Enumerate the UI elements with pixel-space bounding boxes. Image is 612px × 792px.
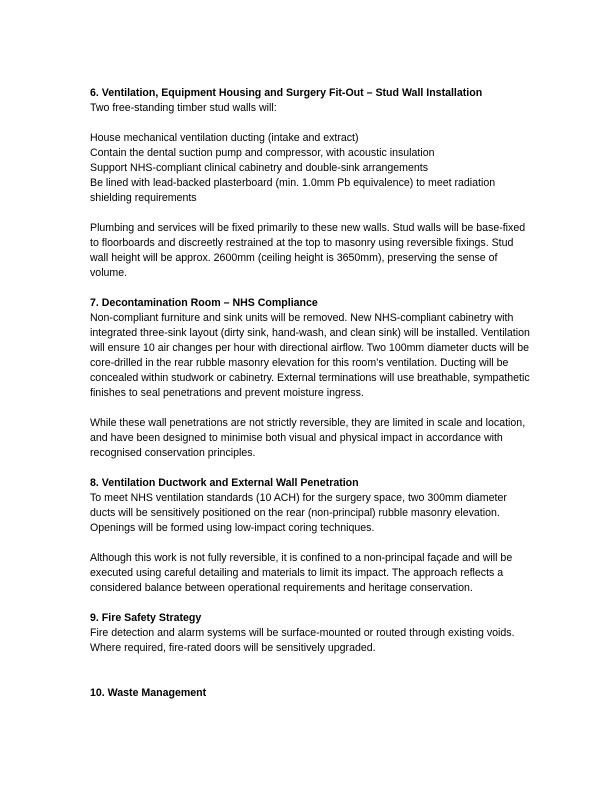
- list-item: Contain the dental suction pump and compressor, with acoustic insulation: [90, 147, 435, 159]
- list-item: Be lined with lead-backed plasterboard (min. 1.0mm Pb equivalence) to meet radiation shielding requirements: [90, 177, 496, 204]
- section-6-heading: 6. Ventilation, Equipment Housing and Surgery Fit-Out – Stud Wall Installation: [90, 87, 483, 99]
- section-6-intro: Two free-standing timber stud walls will:: [90, 102, 277, 114]
- list-item: Support NHS-compliant clinical cabinetry and double-sink arrangements: [90, 162, 428, 174]
- section-8: [90, 476, 530, 596]
- section-6-paragraph: Plumbing and services will be fixed primarily to these new walls. Stud walls will be base-fixed to floorboards and discreetly restrained at the top to masonry using reversible fixings. Stud wall height will be approx. 2600mm (ceiling height is 3650mm), preserving the sense of volume.: [90, 222, 526, 279]
- section-9-paragraph: Fire detection and alarm systems will be surface-mounted or routed through existing voids. Where required, fire-rated doors will be sensitively upgraded.: [90, 627, 515, 654]
- section-8-paragraph-2: Although this work is not fully reversible, it is confined to a non-principal façade and will be executed using careful detailing and materials to limit its impact. The approach reflects a considered balance between operational requirements and heritage conservation.: [90, 552, 513, 594]
- section-10-heading: 10. Waste Management: [90, 687, 207, 699]
- section-7-paragraph-1: Non-compliant furniture and sink units will be removed. New NHS-compliant cabinetry with integrated three-sink layout (dirty sink, hand-wash, and clean sink) will be installed. Ventilation will ensure 10 air changes per hour with directional airflow. Two 100mm diameter ducts will be core-drilled in the rear rubble masonry elevation for this room’s ventilation. Ducting will be concealed within studwork or cabinetry. External terminations will use breathable, sympathetic finishes to seal penetrations and prevent moisture ingress.: [90, 312, 530, 399]
- section-7-heading: 7. Decontamination Room – NHS Compliance: [90, 297, 318, 309]
- section-10: [90, 686, 530, 701]
- section-6: [90, 86, 530, 281]
- section-7: [90, 296, 530, 461]
- section-6-list: [90, 131, 530, 206]
- section-9: [90, 611, 530, 656]
- list-item: House mechanical ventilation ducting (intake and extract): [90, 132, 359, 144]
- section-8-heading: 8. Ventilation Ductwork and External Wall Penetration: [90, 477, 359, 489]
- document-body: [90, 86, 530, 701]
- section-7-paragraph-2: While these wall penetrations are not strictly reversible, they are limited in scale and location, and have been designed to minimise both visual and physical impact in accordance with recognised conservation principles.: [90, 417, 526, 459]
- section-8-paragraph-1: To meet NHS ventilation standards (10 ACH) for the surgery space, two 300mm diameter ducts will be sensitively positioned on the rear (non-principal) rubble masonry elevation. Openings will be formed using low-impact coring techniques.: [90, 492, 507, 534]
- section-9-heading: 9. Fire Safety Strategy: [90, 612, 202, 624]
